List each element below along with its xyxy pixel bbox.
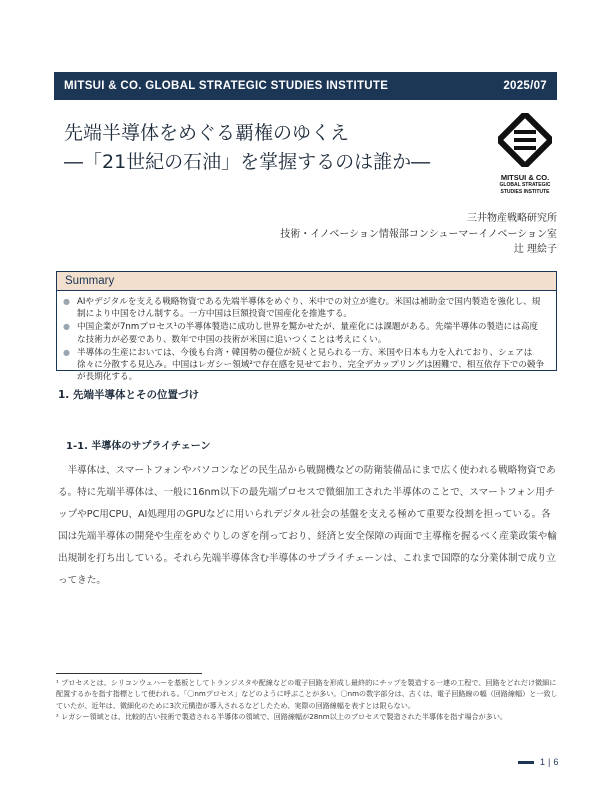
page-current: 1: [540, 757, 546, 767]
footnotes: [56, 677, 558, 722]
page-bar-decoration: [518, 761, 534, 764]
summary-item: [61, 347, 546, 384]
bullet-icon: ●: [63, 322, 70, 332]
author-name: 辻 理絵子: [513, 244, 557, 255]
summary-list: [57, 291, 556, 384]
mitsui-logo-icon: [498, 113, 552, 167]
bullet-icon: ●: [63, 347, 70, 357]
author-block: [280, 211, 557, 258]
section-heading: 1. 先端半導体とその位置づけ: [58, 389, 199, 401]
summary-item: [61, 321, 546, 346]
summary-item-text: 半導体の生産においては、今後も台湾・韓国勢の優位が続くと見られる一方、米国や日本も力を入れており、シェアは徐々に分散する見込み。中国はレガシー領域²で存在感を見せており、完全デカップリングは困難で、相互依存下での競争が長期化する。: [77, 347, 545, 383]
footnote-2: ² レガシー領域とは、比較的古い技術で製造される半導体の領域で、回路線幅が28nm以上のプロセスで製造された半導体を指す場合が多い。: [56, 711, 508, 721]
body-paragraph: 半導体は、スマートフォンやパソコンなどの民生品から戦闘機などの防衛装備品にまで広く使われる戦略物資である。特に先端半導体は、一般に16nm以下の最先端プロセスで微細加工された半導体のことで、スマートフォン用チップやPC用CPU、AI処理用のGPUなどに用いられデジタル社会の基盤を支える極めて重要な役割を担っている。各国は先端半導体の開発や生産をめぐりしのぎを削っており、経済と安全保障の両面で主導権を握るべく産業政策や輸出規制を打ち出している。それら先端半導体含む半導体のサプライチェーンは、これまで国際的な分業体制で成り立ってきた。: [58, 465, 557, 586]
summary-heading: Summary: [57, 272, 556, 291]
header-banner: [54, 72, 557, 100]
author-department: 技術・イノベーション情報部コンシューマーイノベーション室: [280, 228, 557, 240]
footnote-divider: [56, 673, 202, 674]
logo-subtitle-1: GLOBAL STRATEGIC: [499, 182, 551, 188]
author-organization: 三井物産戦略研究所: [467, 213, 557, 224]
title-line-1: 先端半導体をめぐる覇権のゆくえ: [64, 122, 350, 144]
footnote-1: ¹ プロセスとは、シリコンウェハーを基板としてトランジスタや配線などの電子回路を形成し最終的にチップを製造する一連の工程で、回路をどれだけ微細に配置するかを指す指標として使われる。「〇nmプロセス」などのように呼ぶことが多い。〇nmの数字部分は、古くは、電子回路線の幅（回路線幅）と一致していたが、近年は、微細化のために3次元構造が導入されるなどしたため、実際の回路線幅を表すとは限らない。: [56, 678, 558, 710]
summary-box: [56, 271, 557, 383]
page-separator: |: [548, 757, 551, 767]
summary-item-text: AIやデジタルを支える戦略物資である先端半導体をめぐり、米中での対立が進む。米国は補助金で国内製造を強化し、規制により中国をけん制する。一方中国は巨額投資で国産化を推進する。: [77, 297, 541, 320]
mitsui-logo: [493, 113, 557, 195]
page-total: 6: [553, 757, 559, 767]
summary-item: [61, 296, 546, 321]
publish-date: 2025/07: [503, 80, 547, 92]
subsection-heading: 1-1. 半導体のサプライチェーン: [66, 441, 211, 452]
document-title: [64, 119, 484, 177]
bullet-icon: ●: [63, 297, 70, 306]
page-number: [518, 757, 558, 767]
institute-name: MITSUI & CO. GLOBAL STRATEGIC STUDIES INSTITUTE: [64, 80, 389, 92]
logo-company-name: MITSUI & CO.: [500, 173, 550, 182]
logo-subtitle-2: STUDIES INSTITUTE: [500, 188, 550, 195]
title-line-2: ―「21世紀の石油」を掌握するのは誰か―: [64, 151, 431, 173]
summary-item-text: 中国企業が7nmプロセス¹の半導体製造に成功し世界を驚かせたが、量産化には課題がある。先端半導体の製造には高度な技術力が必要であり、数年で中国の技術が米国に追いつくことは考えにくい。: [77, 322, 539, 345]
